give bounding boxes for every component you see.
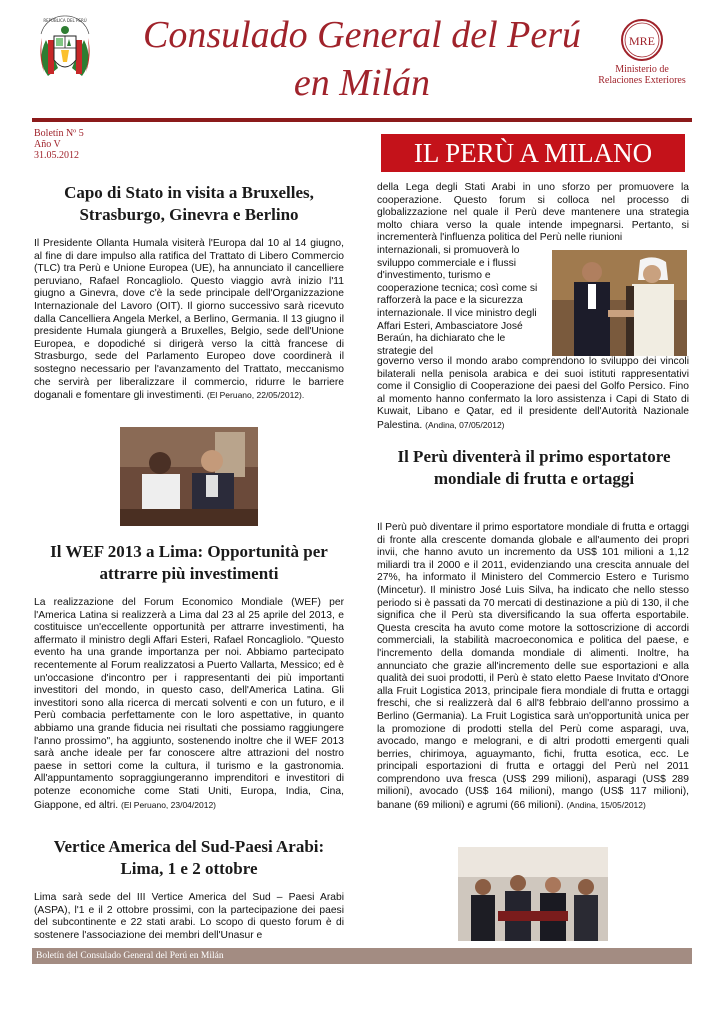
section-banner: IL PERÙ A MILANO xyxy=(381,134,685,172)
consulate-title-line2: en Milán xyxy=(293,62,431,104)
article-continuation-wrap-vertice: internazionali, si promuoverà lo sviluppo commerciale e i flussi d'investimento, turismo e cooperazione tecnica; così come si rafforzerà la pace e la sicurezza internazionale. Il vice ministro degli Affari Esteri, Ambasciatore José Beraún, ha dichiarato che le strategie del xyxy=(377,245,538,357)
article-text-frutta: Il Perù può diventare il primo esportatore mondiale di frutta e ortaggi di fronte alla crescente domanda globale e all'aumento dei propri invii, che hanno avuto un incremento da US$ 101 milioni a 1,12 miliardi tra il 2000 e il 2011, evidenziando una crescita annuale del 27%, ha informato il Ministero del Commercio Estero e Turismo (Mincetur). Il ministro José Luis Silva, ha indicato che nello stesso periodo si è passati da 70 mercati di destinazione a più di 130, il che significa che il Perù sta diversificando la sua offerta esportabile. Questa crescita ha avuto come motore la sottoscrizione di accordi commerciali, la stabilità macroeconomica e politica del paese, e l'incremento della domanda mondiale di alimenti. Inoltre, ha annunciato che grazie all'incremento delle sue esportazioni e alla qualità dei suoi prodotti, il Perù è stato eletto Paese Invitato d'Onore alla Fruit Logistica 2013, principale fiera mondiale di frutta e ortaggi freschi, che si realizzerà dal 6 all'8 febbraio dell'anno prossimo a Berlino (Germania). La Fruit Logistica sarà un'opportunità unica per la promozione di prodotti stella del Perù come asparagi, uva, avocado, mango e melograni, e di altri prodotti emergenti quali berries, chirimoya, aguaymanto, fichi, frutta esotica, ecc. Le principali esportazioni di frutta e ortaggi del Perù nel 2011 comprendono uva fresca (US$ 299 milioni), asparagi (US$ 289 milioni), avocado (US$ 164 milioni), mango (US$ 117 milioni), banane (69 milioni) e agrumi (66 milioni). xyxy=(377,522,689,812)
bulletin-year: Año V xyxy=(34,139,61,150)
article-body-capo-di-stato xyxy=(34,238,344,403)
article-heading-vertice: Vertice America del Sud-Paesi Arabi: Lima, 1 e 2 ottobre xyxy=(53,837,325,878)
article-body-wef xyxy=(34,597,344,812)
article-source-capo-di-stato: (El Peruano, 22/05/2012). xyxy=(206,390,305,401)
photo-meeting-officials xyxy=(120,427,258,526)
ministry-line2: Relaciones Exteriores xyxy=(598,75,686,86)
bulletin-date: 31.05.2012 xyxy=(34,150,79,161)
photo-diplomatic-handshake xyxy=(552,250,687,356)
article-text-capo-di-stato: Il Presidente Ollanta Humala visiterà l'Europa dal 10 al 14 giugno, al fine di dare impulso alla ratifica del Trattato di Libero Commercio (TLC) tra Perù e Unione Europea (UE), ha annunciato il cancelliere peruviano, Rafael Roncagliolo. Questo viaggio avrà inizio l'11 giugno a Ginevra, dove c'è la sede principale dell'Organizzazione Internazionale del Lavoro (OIT). Il giorno successivo sarà ricevuto dalla Cancelliera Angela Merkel, a Berlino, Germania. Il 13 giugno il presidente Humala giungerà a Bruxelles, Belgio, sede dell'Unione Europea, e dopodiché si dirigerà verso la città francese di Strasburgo, sede del Parlamento Europeo dove coordinerà il sostegno necessario per l'avanzamento del Trattato, meccanismo che servirà per liberalizzare il commercio, ridurre le barriere doganali e fomentare gli investimenti. xyxy=(34,238,344,402)
article-heading-frutta: Il Perù diventerà il primo esportatore mondiale di frutta e ortaggi xyxy=(397,447,671,488)
article-heading-capo-di-stato: Capo di Stato in visita a Bruxelles, Strasburgo, Ginevra e Berlino xyxy=(64,183,314,224)
article-body-vertice: Lima sarà sede del III Vertice America del Sud – Paesi Arabi (ASPA), l'1 e il 2 ottobre prossimi, con la partecipazione dei paesi del subcontinente e 22 stati arabi. Lo scopo di questo forum è di sostenere l'associazione dei membri dell'Unasur e xyxy=(34,892,344,941)
crest-text: REPÚBLICA DEL PERÚ xyxy=(43,18,87,23)
header-divider xyxy=(32,118,692,122)
photo-group-officials xyxy=(458,847,608,941)
article-source-wef: (El Peruano, 23/04/2012) xyxy=(121,799,217,810)
article-source-frutta: (Andina, 15/05/2012) xyxy=(566,800,646,811)
mre-logo-icon xyxy=(620,18,664,62)
bulletin-meta xyxy=(34,128,84,161)
bulletin-number: Boletín Nº 5 xyxy=(34,128,84,139)
article-source-vertice: (Andina, 07/05/2012) xyxy=(425,419,505,430)
page-footer: Boletín del Consulado General del Perú en Milán xyxy=(32,948,692,964)
article-continuation-bottom-vertice xyxy=(377,356,689,433)
mre-logo-text: MRE xyxy=(628,34,656,48)
page-header xyxy=(0,0,724,112)
article-heading-wef: Il WEF 2013 a Lima: Opportunità per attrarre più investimenti xyxy=(50,542,328,583)
ministry-label xyxy=(590,64,694,86)
consulate-title-line1: Consulado General del Perú xyxy=(142,14,581,56)
article-text-wef: La realizzazione del Forum Economico Mondiale (WEF) per l'America Latina si realizzerà a Lima dal 23 al 25 aprile del 2013, e costituisce un'eccellente opportunità per attrarre investimenti, ha affermato il ministro degli Affari Esteri, Rafael Roncagliolo. "Questo evento ha una grande importanza per noi. Abbiamo partecipato recentemente al Forum realizzatosi a Puerto Vallarta, Messico; ed è un'occasione d'incontro per i rappresentanti dei più importanti investitori del mondo, in questo caso, dell'America Latina. Gli investitori sono alla ricerca di mercati solventi e con un futuro, e il Perù combacia perfettamente con le loro aspettative, in quanto abbiamo una grande fiducia nei risultati che possiamo raggiungere l'anno prossimo", ha aggiunto, sostenendo inoltre che il WEF 2013 sarà anche ideale per far conoscere altre attrazioni del nostro paese in settori come la cultura, il turismo e la gastronomia. All'appuntamento sopraggiungeranno imprenditori e investitori di potenze economiche come Stati Uniti, Europa, India, Cina, Giappone, ed altri. xyxy=(34,597,344,811)
article-continuation-top-vertice: della Lega degli Stati Arabi in uno sforzo per promuovere la cooperazione. Questo forum si colloca nel processo di globalizzazione nel quale il Perù deve mantenere una strategia molto chiara verso la quale intende impegnarsi. Pertanto, si incrementerà l'influenza politica del Perù nelle riunioni xyxy=(377,182,689,244)
article-text-continuation-vertice: governo verso il mondo arabo comprendono lo sviluppo dei vincoli bilaterali nella penisola arabica e dei suoi istituti rappresentativi come il Consiglio di Cooperazione dei paesi del Golfo Persico. Fino al momento hanno confermato la loro assistenza i Capi di Stato di Kuwait, Libano e Qatar, ed il presidente dell'Autorità Nazionale Palestina. xyxy=(377,356,689,431)
article-body-frutta xyxy=(377,522,689,813)
ministry-line1: Ministerio de xyxy=(615,64,669,75)
